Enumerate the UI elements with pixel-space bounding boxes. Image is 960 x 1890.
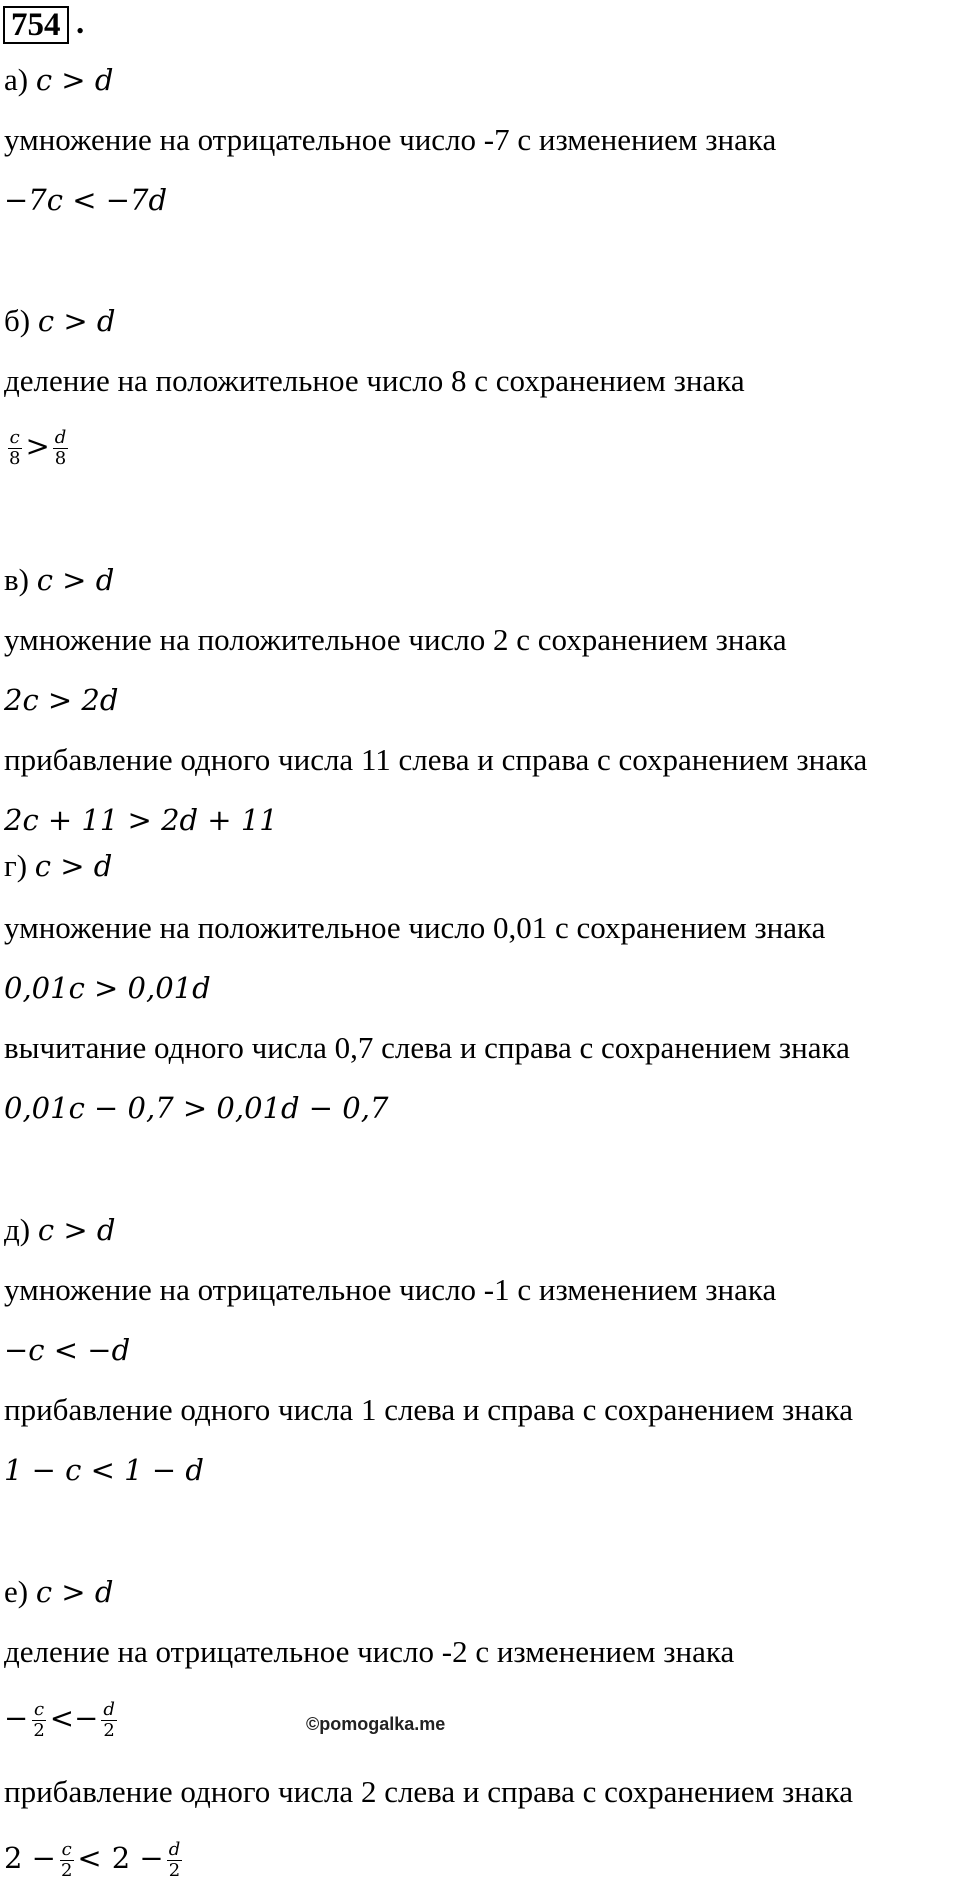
part-g-condition: c > d (34, 849, 113, 883)
part-e-condition: c > d (35, 1575, 114, 1609)
part-d-condition: c > d (37, 1213, 116, 1247)
fraction-d-over-8: $\frac{d}{8}$ (54, 426, 67, 469)
part-g-step2: вычитание одного числа 0,7 слева и справа с сохранением знака (4, 1030, 850, 1065)
part-v-result1: 2c > 2d (4, 683, 119, 717)
part-g-result2: 0,01c − 0,7 > 0,01d − 0,7 (4, 1091, 389, 1125)
task-number-dot: . (76, 5, 85, 41)
part-a-condition: c > d (35, 63, 114, 97)
part-d-step2: прибавление одного числа 1 слева и справа с сохранением знака (4, 1392, 853, 1427)
part-b-label: б) (4, 303, 31, 338)
part-d-result2: 1 − c < 1 − d (4, 1453, 204, 1487)
part-a-header (4, 60, 113, 100)
fraction-d-over-2: $\frac{d}{2}$ (168, 1838, 181, 1881)
watermark-text: ©pomogalka.me (306, 1714, 446, 1734)
part-b-header (4, 301, 115, 341)
part-d-result1: −c < −d (4, 1333, 131, 1367)
part-a-step1: умножение на отрицательное число -7 с изменением знака (4, 122, 777, 157)
part-v-step2: прибавление одного числа 11 слева и справа с сохранением знака (4, 742, 868, 777)
part-v-condition: c > d (36, 563, 115, 597)
part-v-header (4, 560, 114, 600)
fraction-c-over-2: $\frac{c}{2}$ (60, 1838, 73, 1881)
part-d-step1: умножение на отрицательное число -1 с изменением знака (4, 1272, 777, 1307)
fraction-c-over-8: $\frac{c}{8}$ (9, 426, 21, 469)
part-g-step1: умножение на положительное число 0,01 с сохранением знака (4, 910, 826, 945)
part-v-step1: умножение на положительное число 2 с сохранением знака (4, 622, 787, 657)
part-g-header (4, 846, 112, 886)
task-number-box: 754 (3, 6, 69, 44)
part-e-step2: прибавление одного числа 2 слева и справа с сохранением знака (4, 1774, 853, 1809)
part-e-result1: − $\frac{c}{2}$ <− $\frac{d}{2}$ (4, 1698, 115, 1741)
part-g-label: г) (4, 848, 28, 883)
part-g-result1: 0,01c > 0,01d (4, 971, 211, 1005)
part-e-result2: 2 − $\frac{c}{2}$ < 2 − $\frac{d}{2}$ (4, 1838, 181, 1881)
part-d-label: д) (4, 1212, 31, 1247)
part-e-header (4, 1572, 113, 1612)
part-v-result2: 2c + 11 > 2d + 11 (4, 803, 278, 837)
fraction-c-over-2: $\frac{c}{2}$ (33, 1698, 45, 1741)
part-b-result1: $\frac{c}{8}$ > $\frac{d}{8}$ (9, 426, 67, 469)
part-v-label: в) (4, 562, 29, 597)
part-a-result1: −7c < −7d (4, 183, 168, 217)
part-d-header (4, 1210, 115, 1250)
part-b-step1: деление на положительное число 8 с сохранением знака (4, 363, 745, 398)
part-e-step1: деление на отрицательное число -2 с изменением знака (4, 1634, 735, 1669)
part-e-label: е) (4, 1574, 29, 1609)
part-a-label: а) (4, 62, 29, 97)
part-b-condition: c > d (37, 304, 116, 338)
fraction-d-over-2: $\frac{d}{2}$ (103, 1698, 115, 1741)
